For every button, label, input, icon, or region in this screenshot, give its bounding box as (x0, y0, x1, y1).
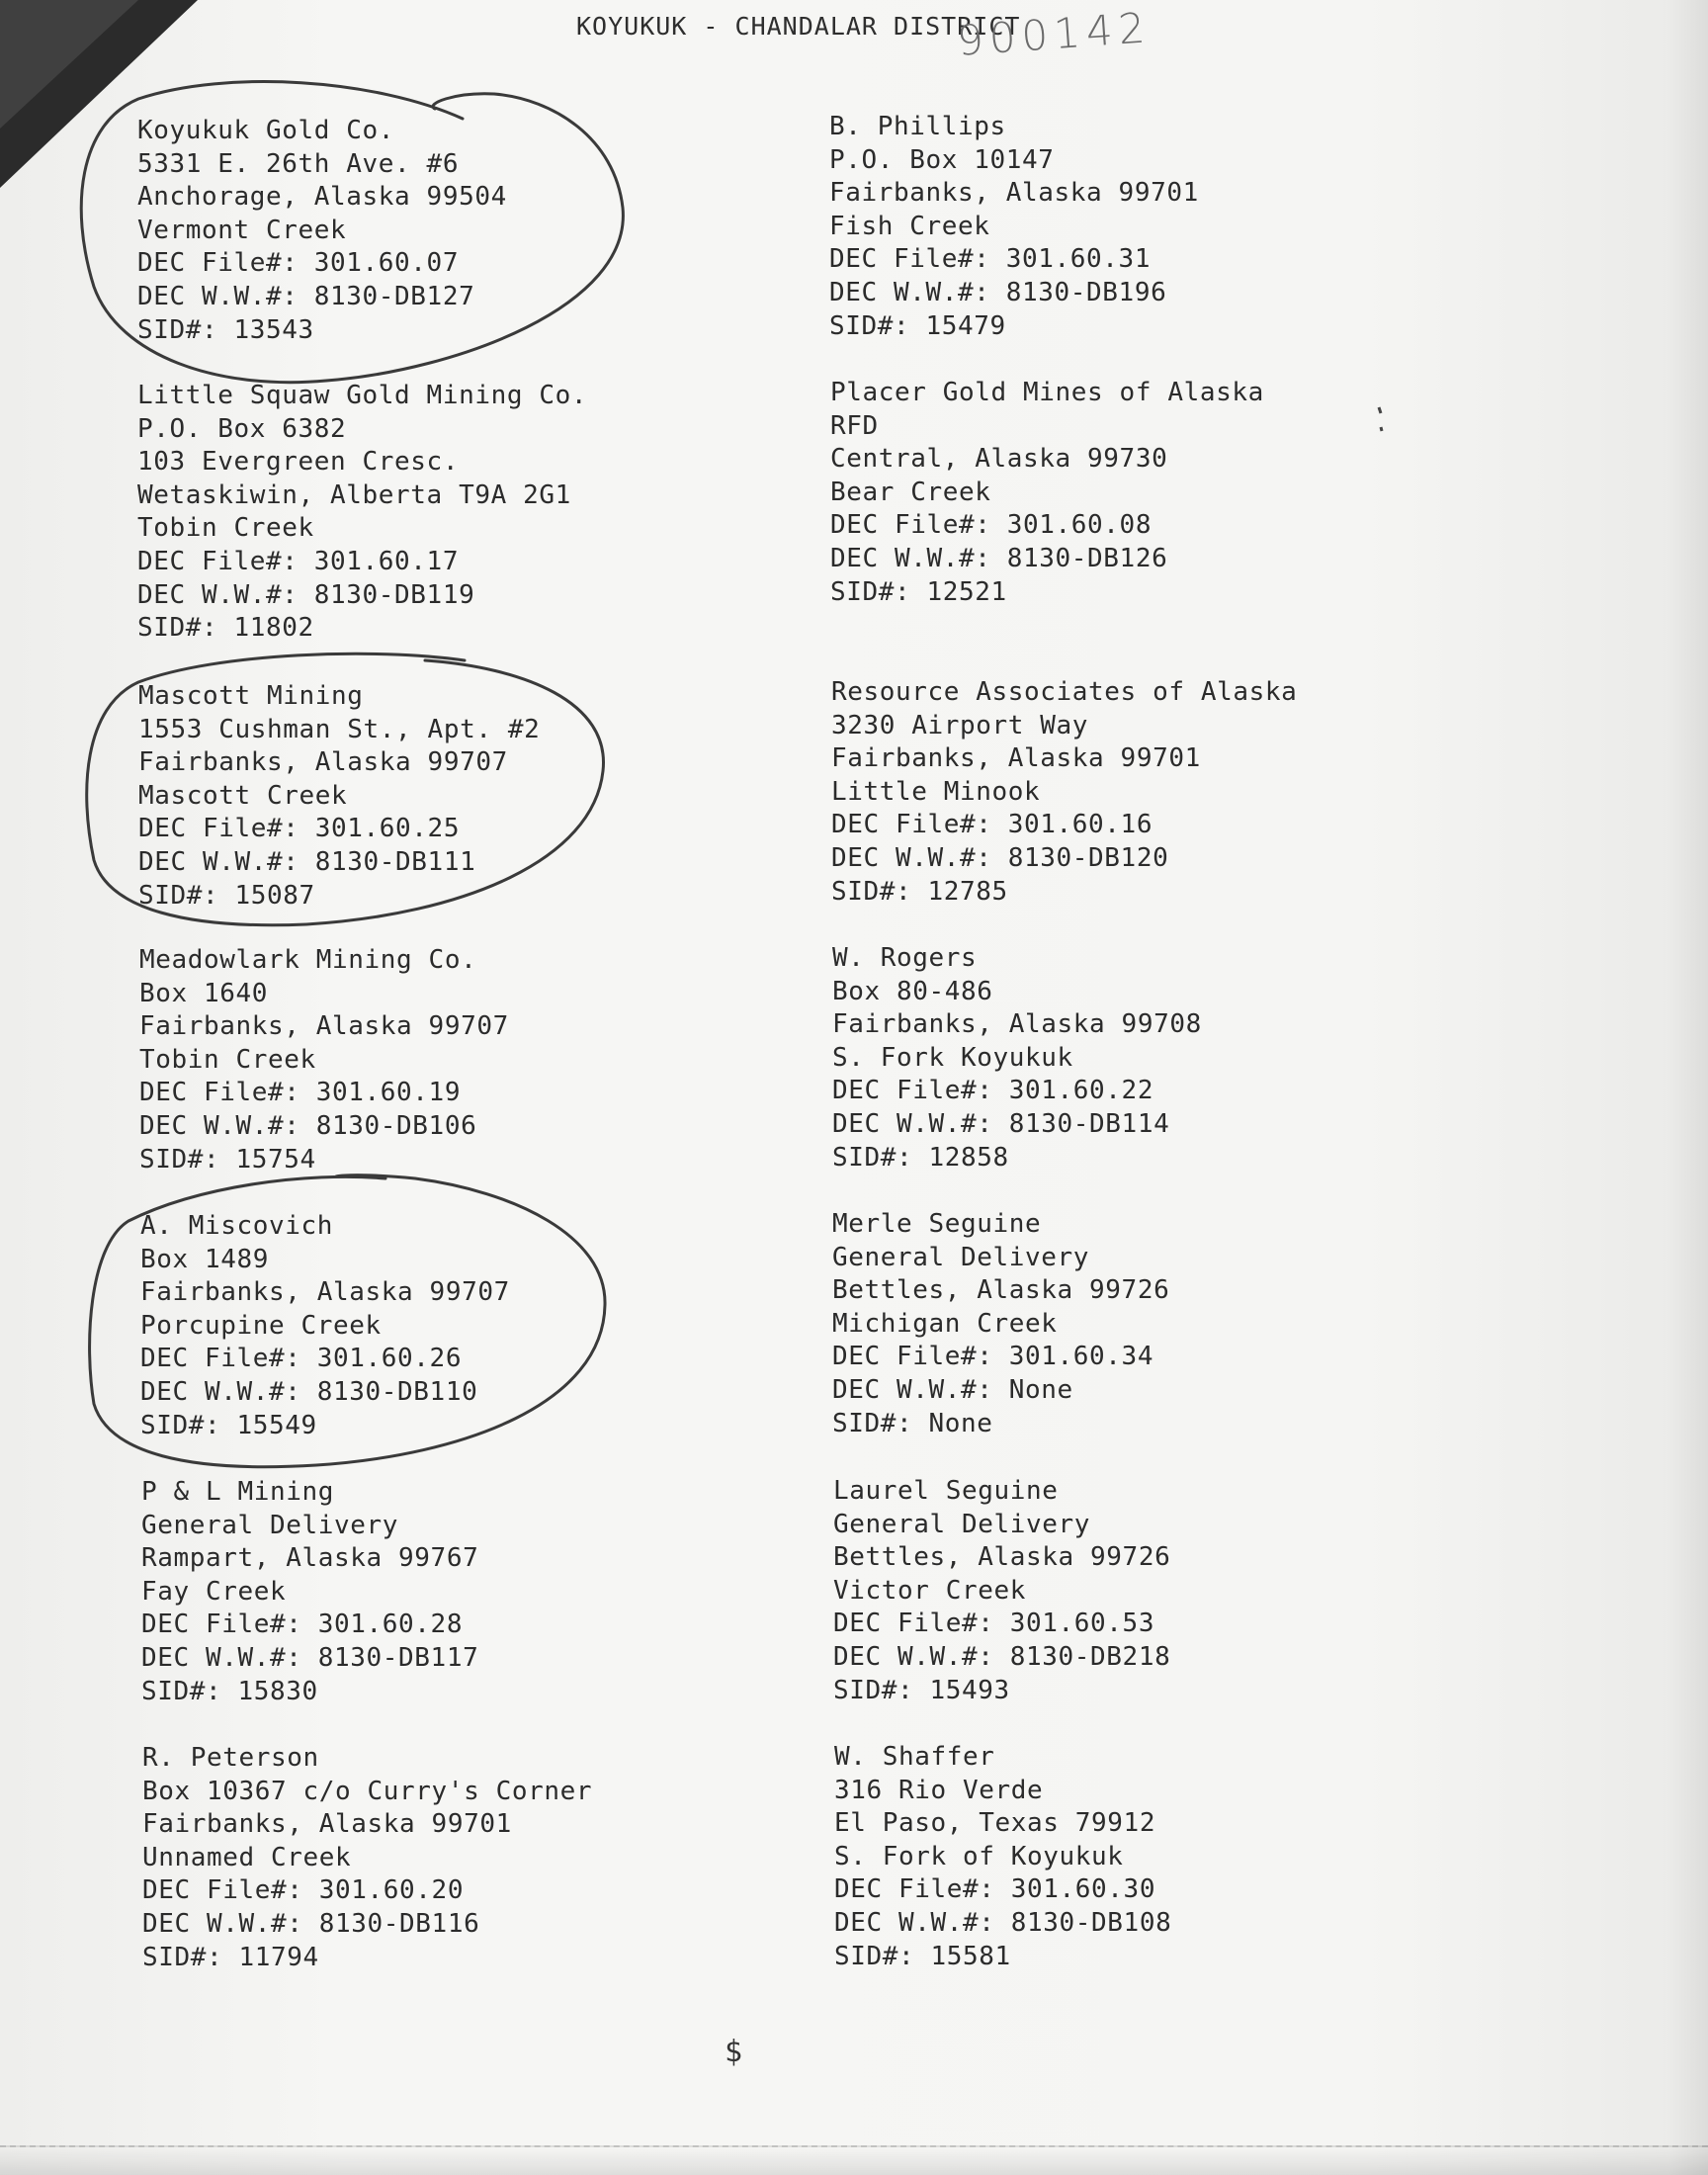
entry-dec-file: DEC File#: 301.60.07 (137, 248, 460, 279)
entry-address-line: Rampart, Alaska 99767 (141, 1543, 479, 1574)
entry-address-line: Box 10367 c/o Curry's Corner (142, 1776, 593, 1806)
entry-sid: SID#: 11802 (137, 613, 314, 644)
entry-resource-associates (831, 676, 1297, 909)
entry-name: Little Squaw Gold Mining Co. (137, 381, 588, 410)
entry-merle-seguine (832, 1208, 1169, 1440)
page-title: KOYUKUK - CHANDALAR DISTRICT (576, 12, 1021, 41)
entry-sid: SID#: 15493 (833, 1675, 1010, 1705)
entry-creek: Victor Creek (833, 1575, 1027, 1606)
entry-dec-file: DEC File#: 301.60.22 (832, 1076, 1154, 1106)
entry-address-line: 3230 Airport Way (831, 710, 1089, 740)
entry-dec-ww: DEC W.W.#: 8130-DB111 (138, 846, 476, 877)
entry-creek: Porcupine Creek (140, 1310, 382, 1341)
entry-address-line: Fairbanks, Alaska 99707 (140, 1277, 510, 1308)
entry-dec-ww: DEC W.W.#: 8130-DB106 (139, 1110, 477, 1141)
entry-dec-file: DEC File#: 301.60.26 (140, 1344, 463, 1374)
scan-corner-fade (0, 0, 138, 129)
entry-creek: Tobin Creek (139, 1044, 316, 1075)
scan-speck (1379, 407, 1382, 431)
entry-name: Mascott Mining (138, 681, 364, 711)
entry-dec-ww: DEC W.W.#: 8130-DB126 (830, 543, 1168, 573)
entry-b-phillips (829, 111, 1199, 343)
entry-creek: S. Fork of Koyukuk (834, 1841, 1124, 1871)
entry-dec-ww: DEC W.W.#: 8130-DB218 (833, 1641, 1171, 1672)
entry-dec-file: DEC File#: 301.60.28 (141, 1610, 464, 1640)
entry-sid: SID#: 11794 (142, 1942, 319, 1972)
entry-dec-ww: DEC W.W.#: 8130-DB117 (141, 1642, 479, 1673)
entry-laurel-seguine (833, 1475, 1170, 1707)
entry-sid: SID#: 15479 (829, 310, 1006, 341)
entry-creek: Vermont Creek (137, 215, 347, 245)
entry-creek: Fish Creek (829, 211, 990, 241)
entry-sid: SID#: 12521 (830, 576, 1007, 607)
entry-dec-file: DEC File#: 301.60.31 (829, 244, 1152, 275)
scan-bottom-edge (0, 2145, 1708, 2175)
entry-name: Meadowlark Mining Co. (139, 945, 477, 975)
entry-address-line: 316 Rio Verde (834, 1775, 1044, 1805)
entry-sid: SID#: 15087 (138, 880, 315, 911)
entry-name: Merle Seguine (832, 1209, 1042, 1239)
entry-dec-file: DEC File#: 301.60.17 (137, 546, 460, 576)
entry-address-line: Fairbanks, Alaska 99701 (829, 178, 1199, 209)
entry-dec-ww: DEC W.W.#: 8130-DB119 (137, 579, 475, 610)
entry-dec-file: DEC File#: 301.60.20 (142, 1875, 465, 1906)
entry-dec-file: DEC File#: 301.60.34 (832, 1342, 1154, 1372)
entry-w-rogers (832, 942, 1202, 1174)
entry-dec-file: DEC File#: 301.60.08 (830, 510, 1153, 541)
entry-address-line: Box 80-486 (832, 976, 993, 1006)
entry-sid: SID#: None (832, 1408, 993, 1438)
entry-address-line: Bettles, Alaska 99726 (832, 1275, 1170, 1306)
entry-address-line: El Paso, Texas 79912 (834, 1808, 1156, 1839)
entry-sid: SID#: 12858 (832, 1142, 1009, 1173)
entry-dec-file: DEC File#: 301.60.53 (833, 1609, 1155, 1639)
entry-little-squaw (137, 380, 587, 646)
entry-creek: Little Minook (831, 776, 1041, 807)
entry-sid: SID#: 15549 (140, 1410, 317, 1440)
entry-p-and-l-mining (141, 1476, 478, 1708)
entry-mascott-mining (138, 680, 540, 913)
entry-dec-ww: DEC W.W.#: 8130-DB108 (834, 1907, 1172, 1938)
entry-sid: SID#: 13543 (137, 314, 314, 345)
scan-right-edge (1668, 0, 1708, 2175)
entry-creek: S. Fork Koyukuk (832, 1042, 1073, 1073)
entry-placer-gold-mines (830, 377, 1264, 609)
entry-dec-file: DEC File#: 301.60.30 (834, 1874, 1156, 1905)
entry-name: W. Rogers (832, 943, 978, 973)
entry-a-miscovich (140, 1210, 510, 1442)
entry-address-line: Fairbanks, Alaska 99708 (832, 1009, 1202, 1040)
entry-dec-ww: DEC W.W.#: 8130-DB196 (829, 277, 1167, 307)
entry-r-peterson (142, 1742, 592, 1974)
entry-name: P & L Mining (141, 1477, 335, 1507)
entry-name: Placer Gold Mines of Alaska (830, 378, 1264, 407)
entry-creek: Unnamed Creek (142, 1842, 352, 1872)
entry-name: Koyukuk Gold Co. (137, 116, 395, 145)
entry-address-line: Box 1640 (139, 978, 269, 1008)
entry-dec-file: DEC File#: 301.60.16 (831, 810, 1153, 840)
entry-creek: Michigan Creek (832, 1308, 1058, 1339)
entry-name: Resource Associates of Alaska (831, 677, 1298, 707)
entry-address-line: General Delivery (141, 1510, 399, 1540)
entry-address-line: P.O. Box 6382 (137, 413, 347, 444)
entry-address-line: Wetaskiwin, Alberta T9A 2G1 (137, 479, 571, 510)
entry-dec-ww: DEC W.W.#: None (832, 1374, 1073, 1405)
entry-koyukuk-gold (137, 115, 507, 347)
entry-meadowlark-mining (139, 944, 509, 1176)
entry-sid: SID#: 15754 (139, 1144, 316, 1174)
entry-name: Laurel Seguine (833, 1476, 1059, 1506)
entry-address-line: Bettles, Alaska 99726 (833, 1542, 1171, 1573)
entry-creek: Fay Creek (141, 1576, 287, 1607)
entry-address-line: Central, Alaska 99730 (830, 444, 1168, 475)
entry-address-line: General Delivery (833, 1509, 1091, 1539)
entry-creek: Mascott Creek (138, 780, 348, 811)
entry-name: A. Miscovich (140, 1211, 334, 1241)
entry-name: W. Shaffer (834, 1742, 995, 1772)
entry-address-line: RFD (830, 410, 879, 441)
entry-dec-ww: DEC W.W.#: 8130-DB114 (832, 1108, 1170, 1139)
entry-creek: Bear Creek (830, 477, 991, 507)
entry-address-line: 5331 E. 26th Ave. #6 (137, 148, 460, 179)
entry-name: R. Peterson (142, 1743, 319, 1773)
entry-address-line: Fairbanks, Alaska 99701 (831, 743, 1201, 774)
entry-address-line: P.O. Box 10147 (829, 144, 1055, 175)
entry-sid: SID#: 15830 (141, 1676, 318, 1706)
entry-address-line: Fairbanks, Alaska 99707 (139, 1011, 509, 1042)
handwritten-document-number: 900142 (955, 3, 1153, 65)
entry-address-line: Box 1489 (140, 1244, 270, 1274)
entry-creek: Tobin Creek (137, 513, 314, 544)
entry-address-line: Fairbanks, Alaska 99707 (138, 747, 508, 778)
entry-address-line: General Delivery (832, 1242, 1090, 1272)
entry-address-line: 103 Evergreen Cresc. (137, 447, 460, 478)
entry-dec-ww: DEC W.W.#: 8130-DB110 (140, 1376, 478, 1407)
entry-address-line: 1553 Cushman St., Apt. #2 (138, 714, 541, 744)
footer-mark: $ (725, 2035, 743, 2069)
entry-sid: SID#: 12785 (831, 876, 1008, 907)
entry-dec-file: DEC File#: 301.60.25 (138, 814, 461, 844)
entry-address-line: Fairbanks, Alaska 99701 (142, 1809, 512, 1840)
entry-address-line: Anchorage, Alaska 99504 (137, 182, 507, 213)
entry-name: B. Phillips (829, 112, 1006, 141)
entry-dec-file: DEC File#: 301.60.19 (139, 1078, 462, 1108)
entry-w-shaffer (834, 1741, 1171, 1973)
entry-sid: SID#: 15581 (834, 1941, 1011, 1971)
entry-dec-ww: DEC W.W.#: 8130-DB120 (831, 842, 1169, 873)
entry-dec-ww: DEC W.W.#: 8130-DB116 (142, 1908, 480, 1939)
entry-dec-ww: DEC W.W.#: 8130-DB127 (137, 281, 475, 311)
